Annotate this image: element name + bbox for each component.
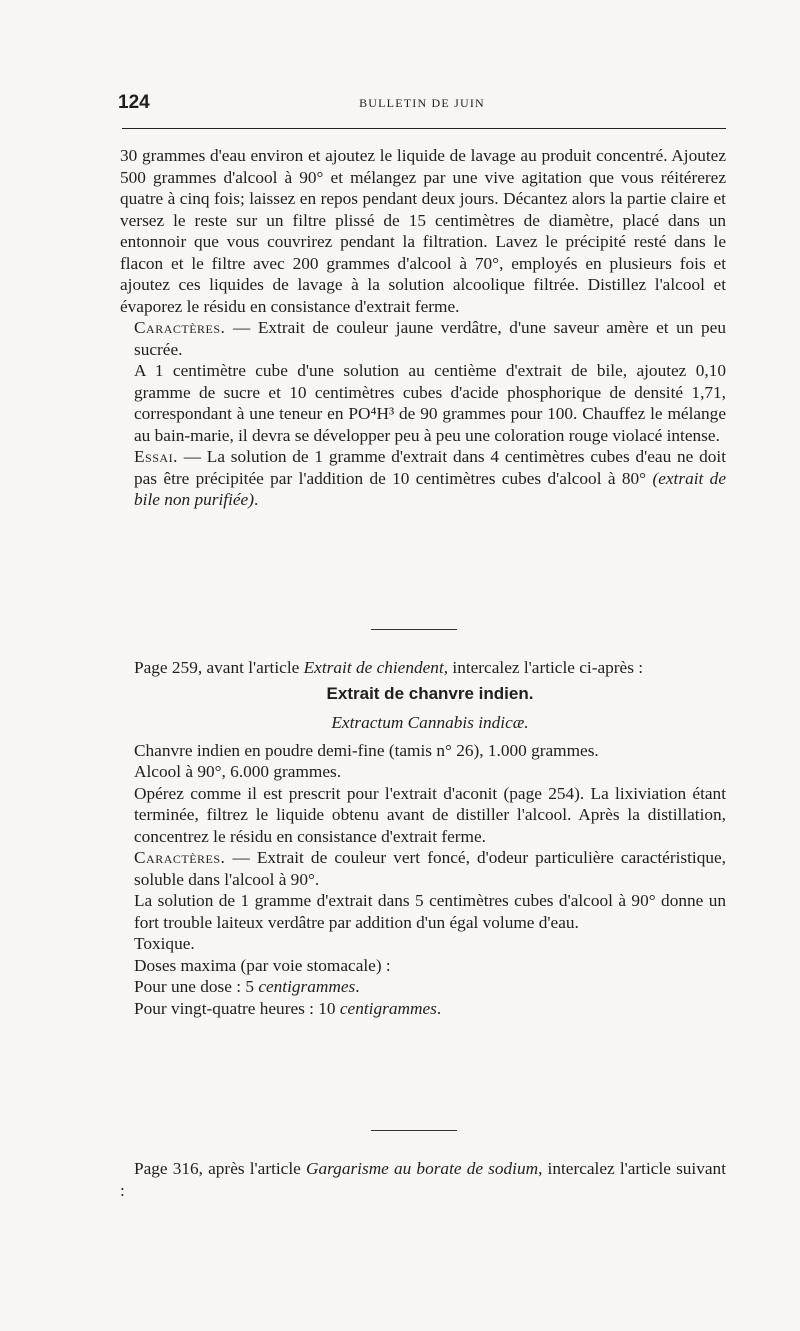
header-rule	[122, 128, 726, 129]
paragraph-intro	[120, 657, 726, 679]
doses-heading: Doses maxima (par voie stomacale) :	[134, 955, 391, 975]
section-separator-2	[371, 1130, 457, 1131]
paragraph-intro-3	[120, 1158, 726, 1201]
cannabis-extract-section	[134, 657, 726, 1019]
essai-text: — La solution de 1 gramme d'extrait dans 4 centimètres cubes d'eau ne doit pas être précipitée par l'addition de 10 centimètres cubes d'alcool à 80°	[134, 447, 726, 488]
paragraph-reaction: A 1 centimètre cube d'une solution au centième d'extrait de bile, ajoutez 0,10 gramme de sucre et 10 centimètres cubes d'acide phosphorique de densité 1,71, correspondant à une teneur en PO⁴H³ de 90 grammes pour 100. Chauffez le mélange au bain-marie, il devra se développer peu à peu une coloration rouge violacé intense.	[134, 361, 726, 445]
bile-extract-section	[120, 145, 726, 511]
intro-text-a: Page 259, avant l'article	[134, 658, 304, 677]
dose2-unit: centigrammes	[339, 998, 437, 1018]
essai-italic: (extrait de bile non purifiée)	[134, 468, 726, 509]
paragraph-preparation: 30 grammes d'eau environ et ajoutez le liquide de lavage au produit concentré. Ajoutez 500 grammes d'alcool à 90° et mélangez par une vive agitation que vous réitérerez quatre à cinq fois; laissez en repos pendant deux jours. Décantez alors la partie claire et versez le reste sur un filtre plissé de 15 centimètres de diamètre, placé dans un entonnoir que vous couvrirez pendant la filtration. Lavez le précipité resté dans le flacon et le filtre avec 200 grammes d'alcool à 70°, employés en plusieurs fois et ajoutez ces liquides de lavage à la solution alcoolique filtrée. Distillez l'alcool et évaporez le résidu en consistance d'extrait ferme.	[120, 146, 726, 316]
paragraph-caracteres-2	[134, 847, 726, 890]
dose1-text: Pour une dose : 5	[134, 977, 259, 996]
gargarisme-intro-section	[120, 1158, 726, 1201]
paragraph-caracteres	[134, 317, 726, 360]
essai-label: Essai.	[134, 447, 178, 466]
intro3-text-b: , intercalez l'article suivant :	[120, 1159, 726, 1200]
paragraph-solution: La solution de 1 gramme d'extrait dans 5 centimètres cubes d'alcool à 90° donne un fort trouble laiteux verdâtre par addition d'un égal volume d'eau.	[134, 891, 726, 932]
caracteres-text-2: — Extrait de couleur vert foncé, d'odeur particulière caractéristique, soluble dans l'alcool à 90°.	[134, 848, 726, 889]
article-title: Extrait de chanvre indien.	[326, 683, 534, 703]
ingredient-line-1: Chanvre indien en poudre demi-fine (tamis n° 26), 1.000 grammes.	[134, 740, 599, 760]
caracteres-label-2: Caractères.	[134, 848, 226, 867]
paragraph-operation: Opérez comme il est prescrit pour l'extrait d'aconit (page 254). La lixiviation étant terminée, filtrez le liquide obtenu avant de distiller l'alcool. Après la distillation, concentrez le résidu en consistance d'extrait ferme.	[134, 783, 726, 846]
ingredient-line-2: Alcool à 90°, 6.000 grammes.	[134, 762, 342, 781]
dose2-text: Pour vingt-quatre heures : 10	[134, 998, 340, 1018]
toxique-line: Toxique.	[134, 934, 195, 953]
dose-line-2	[134, 998, 726, 1020]
intro-text-b: , intercalez l'article ci-après :	[443, 658, 644, 677]
article-latin-name: Extractum Cannabis indicæ.	[331, 713, 529, 732]
caracteres-label: Caractères.	[134, 318, 226, 337]
dose-line-1	[134, 976, 726, 998]
page-number: 124	[118, 92, 150, 113]
intro3-italic: Gargarisme au borate de sodium	[305, 1159, 539, 1178]
section-separator-1	[371, 629, 457, 630]
dose1-unit: centigrammes	[258, 977, 356, 996]
caracteres-text: — Extrait de couleur jaune verdâtre, d'une saveur amère et un peu sucrée.	[134, 318, 726, 359]
running-title: BULLETIN DE JUIN	[359, 96, 485, 110]
dose1-end: .	[355, 977, 360, 996]
page-header	[118, 92, 726, 118]
dose2-end: .	[436, 998, 442, 1018]
intro3-text-a: Page 316, après l'article	[134, 1159, 306, 1178]
paragraph-essai	[134, 446, 726, 511]
essai-end: .	[253, 490, 259, 509]
intro-italic: Extrait de chiendent	[303, 658, 444, 677]
